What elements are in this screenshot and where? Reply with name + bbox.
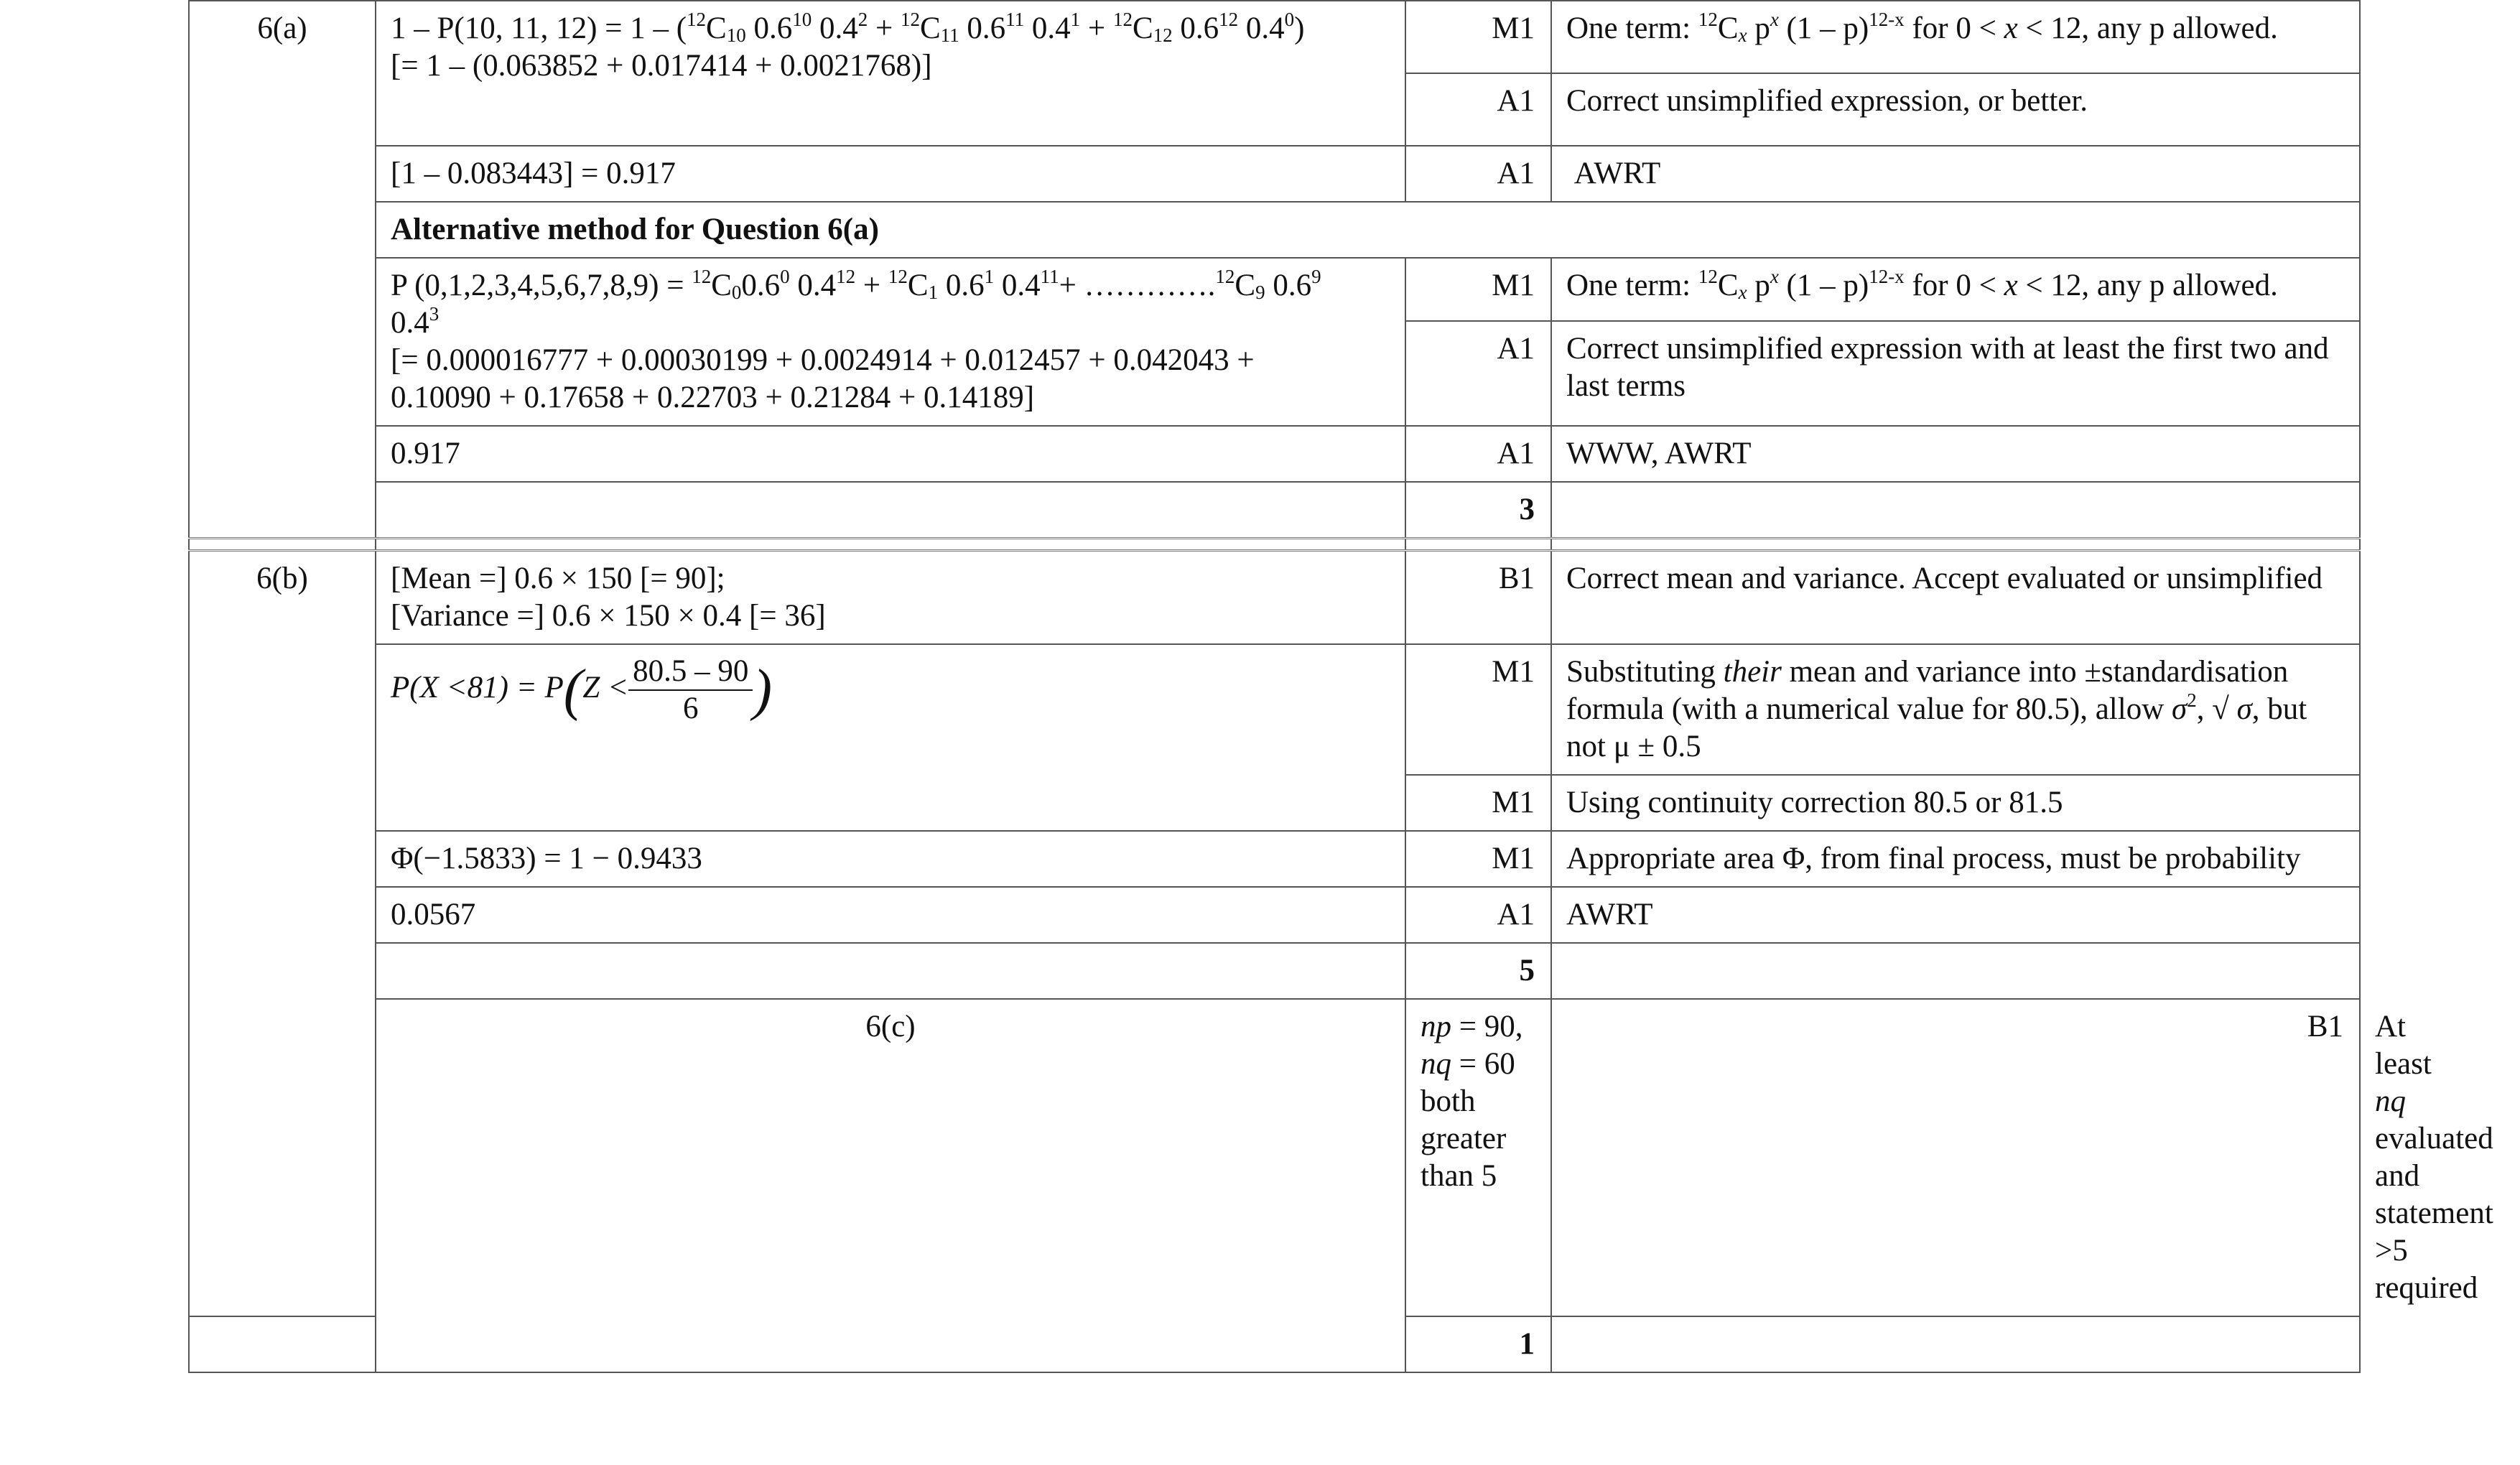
guidance-cell: Correct unsimplified expression, or better.: [1551, 73, 2360, 146]
table-row: [189, 943, 2360, 999]
total-marks: 1: [1405, 1316, 1551, 1372]
guidance-cell: Substituting their mean and variance into ±standardisation formula (with a numerical value for 80.5), allow $\sigma^2$, √ σ, but not μ ± 0.5: [1551, 644, 2360, 775]
table-row: [189, 426, 2360, 482]
working-cell: Φ(−1.5833) = 1 − 0.9433: [376, 831, 1405, 887]
working-cell: [1 – 0.083443] = 0.917: [376, 146, 1405, 202]
mark-code: A1: [1405, 146, 1551, 202]
mark-code: A1: [1405, 73, 1551, 146]
working-line: [= 1 – (0.063852 + 0.017414 + 0.0021768)]: [391, 49, 932, 83]
standardisation-expression: P(X <81) = P(Z < $\frac{80.5 - 90}{6}$ ): [391, 654, 772, 725]
mark-code: B1: [1551, 999, 2360, 1316]
guidance-cell: One term: $^{12}C_x$ $p^x$ (1 – p)$^{12-x}$ for 0 < x < 12, any p allowed.: [1551, 1, 2360, 73]
table-row: 6(c) np = 90, nq = 60 both greater than 5 B1 At least nq evaluated and statement >5 required: [189, 999, 2360, 1316]
table-row: [189, 146, 2360, 202]
mark-code: A1: [1405, 887, 1551, 943]
working-expression: 1 – P(10, 11, $12) = 1 - (^{12}C_{10}$ $0.6^{10}$ $0.4^2 + ^{12}C_{11}$ $0.6^{11}$ $0.4^1 + ^{12}C_{12}$ $0.6^{12}$ $0.4^0$): [391, 9, 1305, 46]
working-cell: [376, 551, 1405, 645]
table-row: [189, 551, 2360, 645]
table-row: [189, 887, 2360, 943]
working-cell: 0.0567: [376, 887, 1405, 943]
total-marks: 3: [1405, 482, 1551, 539]
table-row: [189, 202, 2360, 258]
guidance-cell: One term: $^{12}C_x$ $p^x$ (1 – p)$^{12-x}$ for 0 < x < 12, any p allowed.: [1551, 258, 2360, 321]
table-row: [189, 482, 2360, 539]
mark-code: B1: [1405, 551, 1551, 645]
guidance-cell: Appropriate area Φ, from final process, must be probability: [1551, 831, 2360, 887]
guidance-cell: Using continuity correction 80.5 or 81.5: [1551, 775, 2360, 831]
mark-code: M1: [1405, 775, 1551, 831]
alternative-method-heading: Alternative method for Question 6(a): [376, 202, 2360, 258]
working-expression: P $(0,1,2,3,4,5,6,7,8,9) = ^{12}C_00.6^0$ $0.4^{12} + ^{12}C_1$ $0.6^1$ $0.4^{11}+$ $\dots\dots\dots\dots.^{12}C_9$ $0.6^9$: [391, 266, 1321, 303]
question-label-6c: 6(c): [376, 999, 1405, 1372]
question-label-6b: 6(b): [189, 551, 376, 1317]
working-cell: np = 90, nq = 60 both greater than 5: [1405, 999, 1551, 1316]
working-line: [Mean =] 0.6 × 150 [= 90];: [391, 562, 725, 595]
guidance-cell: Correct mean and variance. Accept evaluated or unsimplified: [1551, 551, 2360, 645]
mark-code: A1: [1405, 426, 1551, 482]
table-row: [189, 258, 2360, 321]
section-divider: [189, 539, 2360, 551]
total-marks: 5: [1405, 943, 1551, 999]
working-cell: [376, 1, 1405, 146]
guidance-cell: Correct unsimplified expression with at least the first two and last terms: [1551, 321, 2360, 426]
guidance-cell: WWW, AWRT: [1551, 426, 2360, 482]
guidance-cell: AWRT: [1551, 146, 2360, 202]
working-cell: 0.917: [376, 426, 1405, 482]
mark-code: M1: [1405, 258, 1551, 321]
guidance-cell: AWRT: [1551, 887, 2360, 943]
mark-code: A1: [1405, 321, 1551, 426]
mark-code: M1: [1405, 831, 1551, 887]
mark-code: M1: [1405, 644, 1551, 775]
working-cell: [376, 258, 1405, 426]
working-line: [Variance =] 0.6 × 150 × 0.4 [= 36]: [391, 599, 826, 633]
working-line: $0.4^3$: [391, 303, 440, 340]
mark-code: M1: [1405, 1, 1551, 73]
table-row: [189, 831, 2360, 887]
working-line: 0.10090 + 0.17658 + 0.22703 + 0.21284 + 0.14189]: [391, 381, 1035, 414]
mark-scheme-table: [188, 0, 2493, 1373]
working-line: [= 0.000016777 + 0.00030199 + 0.0024914 + 0.012457 + 0.042043 +: [391, 343, 1255, 377]
working-cell: [376, 644, 1405, 831]
question-label-6a: 6(a): [189, 1, 376, 539]
table-row: [189, 1, 2360, 73]
table-row: [189, 644, 2360, 775]
